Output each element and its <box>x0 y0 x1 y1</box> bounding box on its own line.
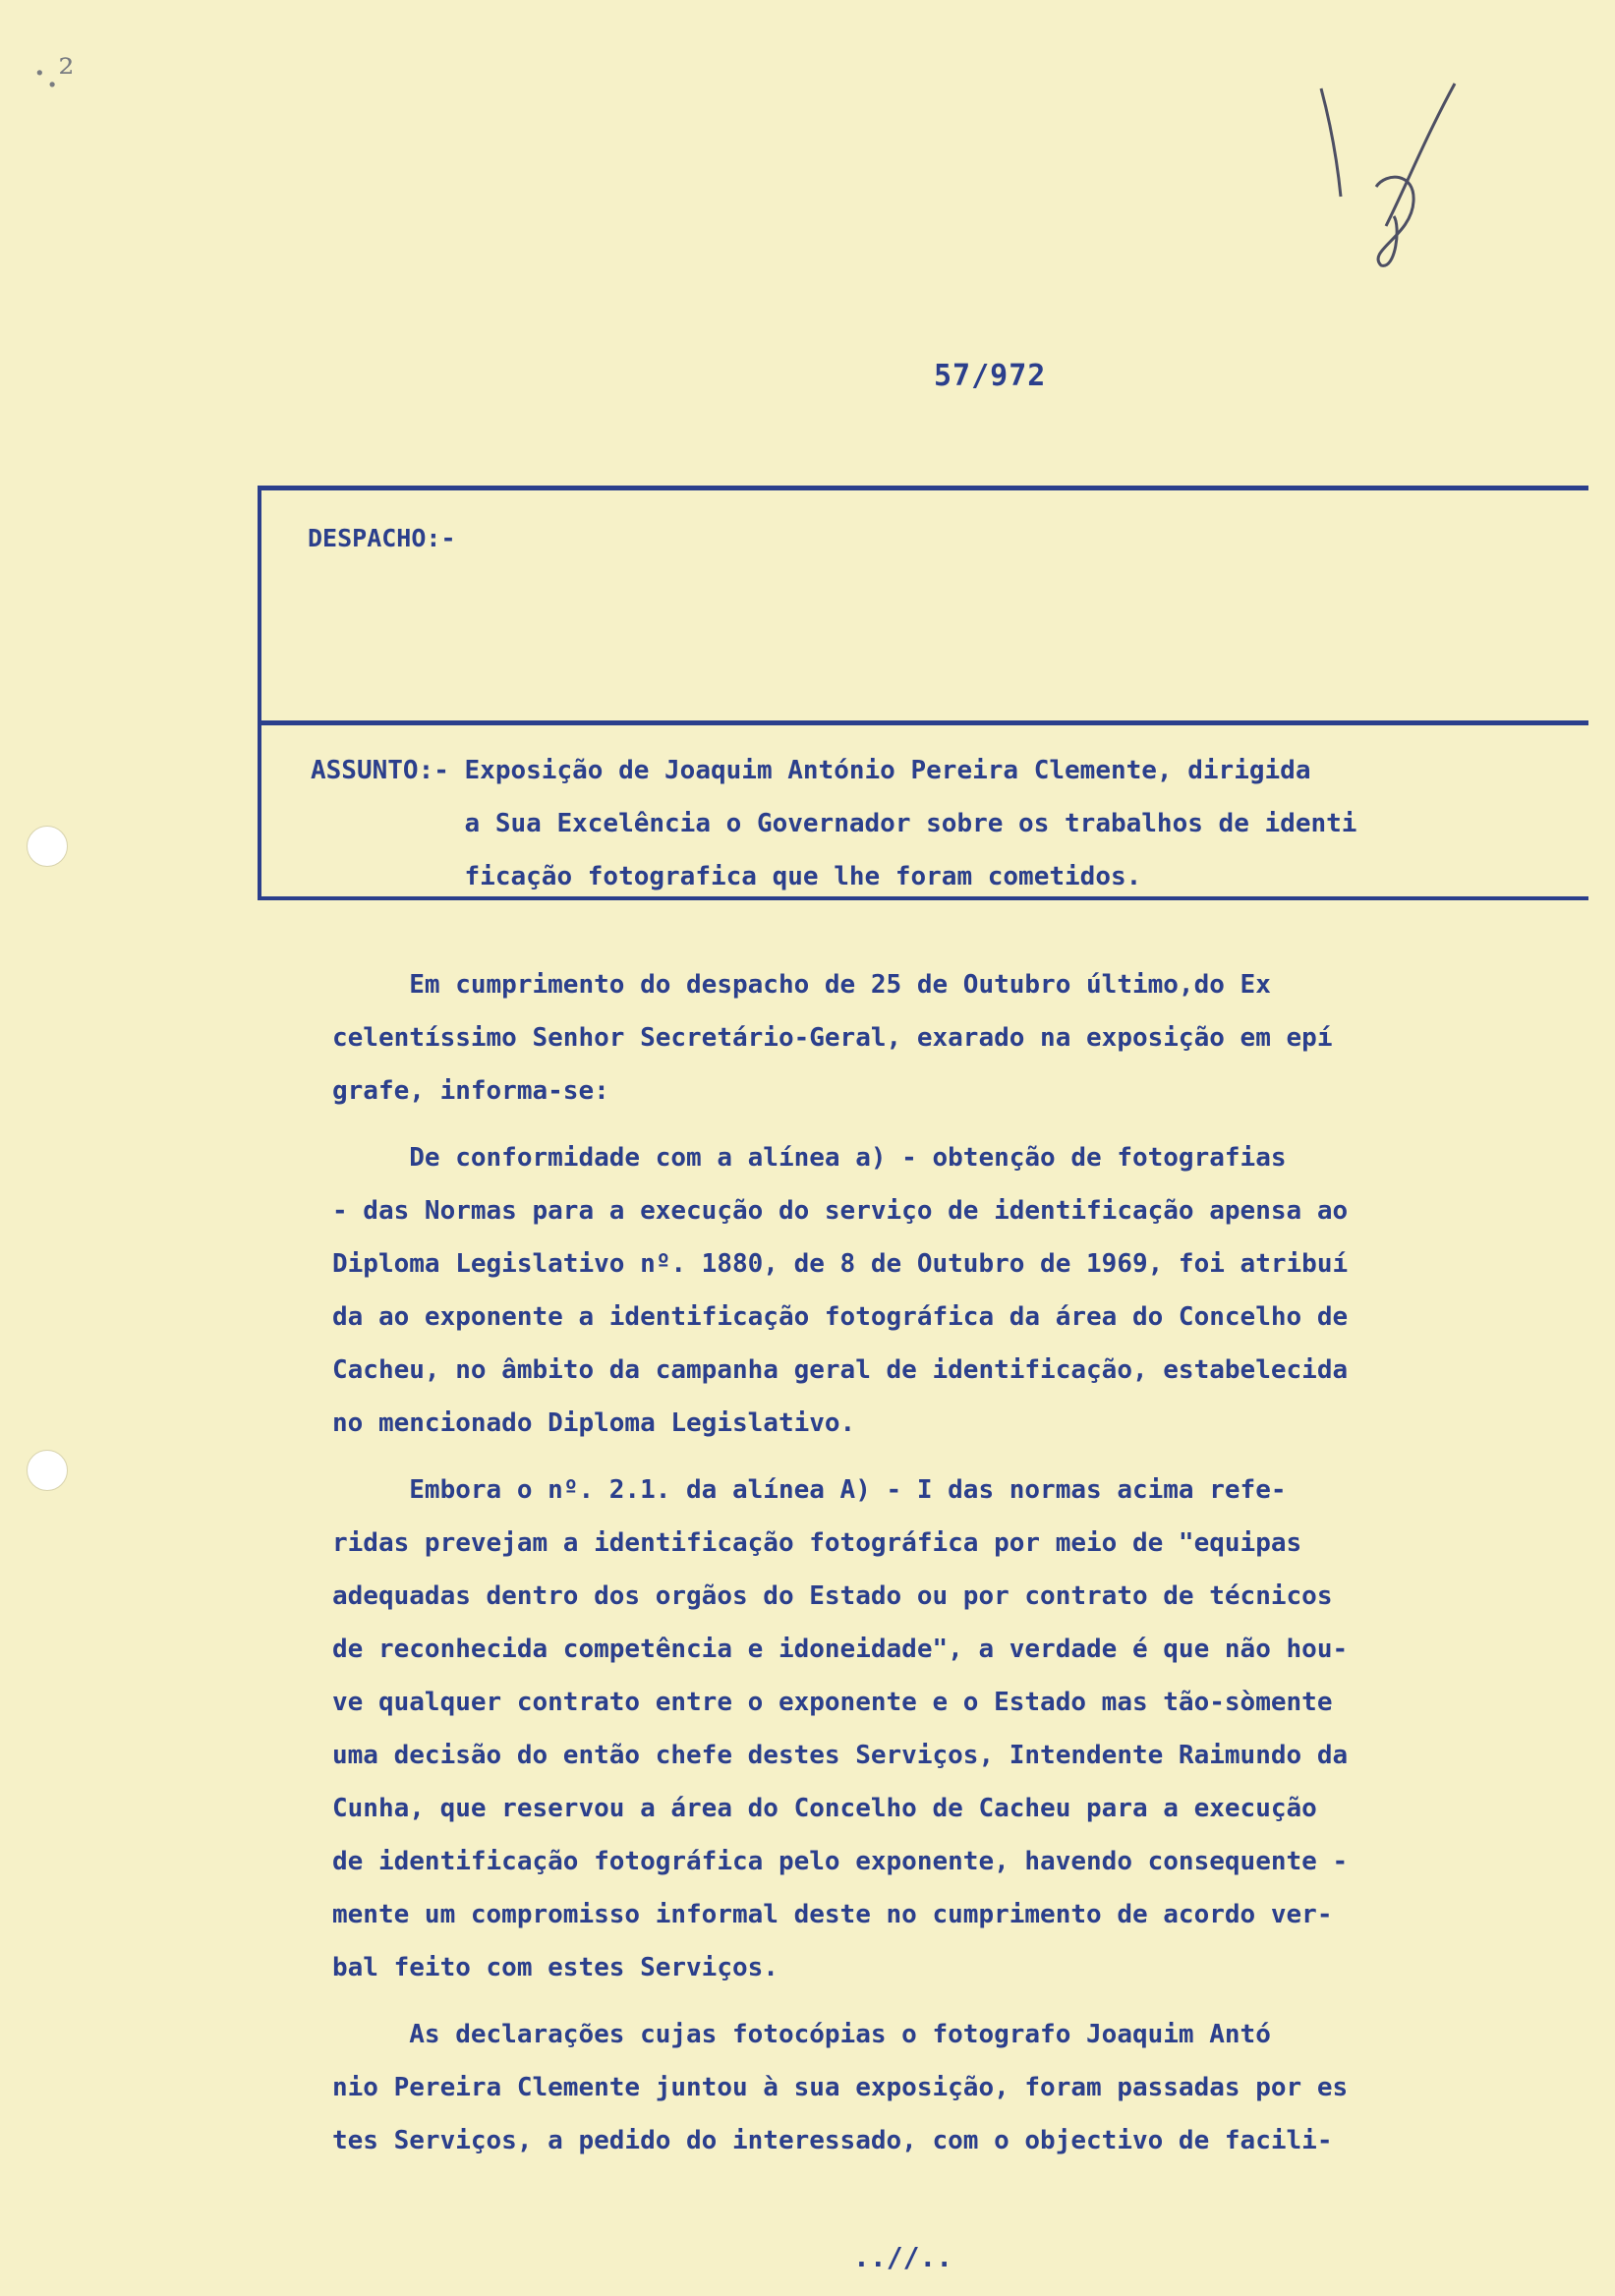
text-line: de reconhecida competência e idoneidade", a verdade é que não hou- <box>332 1635 1349 1664</box>
continuation-mark: ..//.. <box>853 2241 953 2273</box>
text-line: Embora o nº. 2.1. da alínea A) - I das normas acima refe- <box>332 1475 1287 1505</box>
text-line: Cacheu, no âmbito da campanha geral de identificação, estabelecida <box>332 1355 1349 1385</box>
assunto-line: ficação fotografica que lhe foram cometidos. <box>311 862 1142 891</box>
text-line: mente um compromisso informal deste no cumprimento de acordo ver- <box>332 1900 1333 1929</box>
text-line: tes Serviços, a pedido do interessado, com o objectivo de facili- <box>332 2126 1333 2155</box>
text-line: ridas prevejam a identificação fotográfica por meio de "equipas <box>332 1528 1302 1558</box>
text-line: no mencionado Diploma Legislativo. <box>332 1408 856 1438</box>
text-line: De conformidade com a alínea a) - obtenção de fotografias <box>332 1143 1287 1173</box>
text-line: nio Pereira Clemente juntou à sua exposição, foram passadas por es <box>332 2073 1349 2102</box>
text-line: As declarações cujas fotocópias o fotografo Joaquim Antó <box>332 2020 1271 2049</box>
document-number: 57/972 <box>934 359 1047 393</box>
box-divider <box>261 720 1588 725</box>
despacho-label: DESPACHO:- <box>308 524 456 552</box>
assunto-line: ASSUNTO:- Exposição de Joaquim António Pereira Clemente, dirigida <box>311 756 1311 785</box>
text-line: de identificação fotográfica pelo exponente, havendo consequente - <box>332 1847 1349 1876</box>
punch-hole-bottom <box>27 1450 68 1491</box>
paragraph-4 <box>332 2008 1590 2167</box>
text-line: Diploma Legislativo nº. 1880, de 8 de Outubro de 1969, foi atribuí <box>332 1249 1349 1279</box>
text-line: Em cumprimento do despacho de 25 de Outubro último,do Ex <box>332 970 1271 1000</box>
text-line: celentíssimo Senhor Secretário-Geral, exarado na exposição em epí <box>332 1023 1333 1053</box>
text-line: uma decisão do então chefe destes Serviços, Intendente Raimundo da <box>332 1741 1349 1770</box>
corner-pencil-mark: ·.² <box>33 51 75 96</box>
punch-hole-top <box>27 826 68 867</box>
text-line: da ao exponente a identificação fotográfica da área do Concelho de <box>332 1302 1349 1332</box>
body-text <box>332 958 1590 2167</box>
paragraph-2 <box>332 1131 1590 1450</box>
text-line: adequadas dentro dos orgãos do Estado ou por contrato de técnicos <box>332 1581 1333 1611</box>
paragraph-1 <box>332 958 1590 1118</box>
text-line: - das Normas para a execução do serviço de identificação apensa ao <box>332 1196 1349 1226</box>
text-line: Cunha, que reservou a área do Concelho de Cacheu para a execução <box>332 1794 1317 1823</box>
despacho-assunto-box <box>258 486 1588 900</box>
paragraph-3 <box>332 1464 1590 1994</box>
text-line: ve qualquer contrato entre o exponente e o Estado mas tão-sòmente <box>332 1688 1333 1717</box>
assunto-text <box>311 744 1549 903</box>
handwritten-folio-number <box>1307 79 1484 275</box>
assunto-line: a Sua Excelência o Governador sobre os trabalhos de identi <box>311 809 1357 838</box>
text-line: grafe, informa-se: <box>332 1076 609 1106</box>
text-line: bal feito com estes Serviços. <box>332 1953 779 1982</box>
